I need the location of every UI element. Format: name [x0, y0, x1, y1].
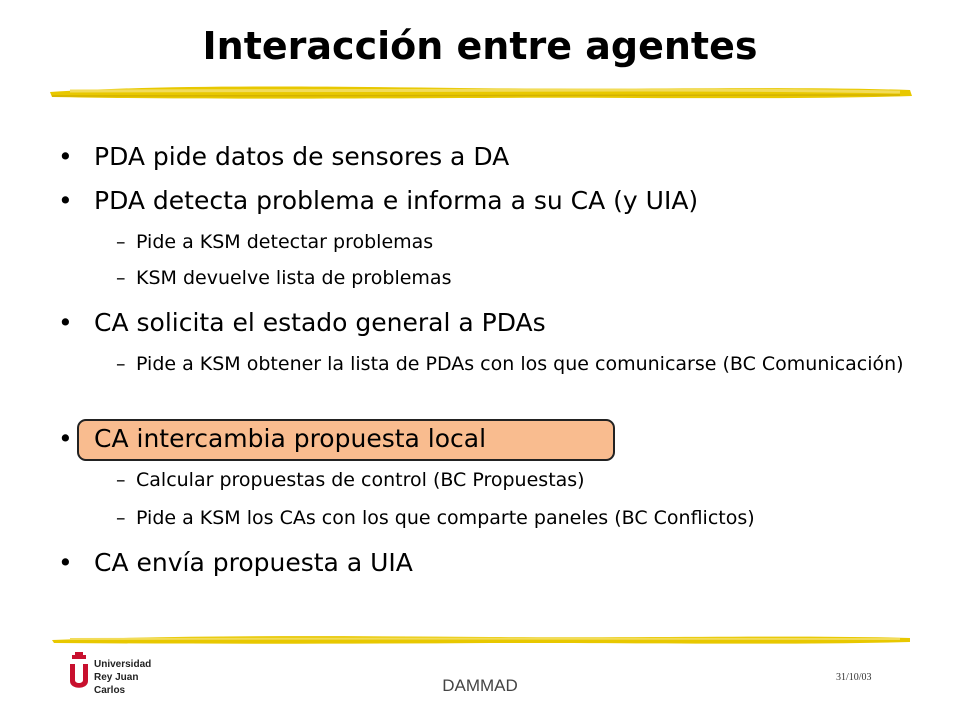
bullet-item — [58, 548, 413, 578]
bullet-text: CA solicita el estado general a PDAs — [94, 308, 546, 337]
dash-marker: – — [116, 469, 126, 491]
logo-line-1: Universidad — [94, 659, 152, 670]
sub-bullet-text: Pide a KSM obtener la lista de PDAs con los que comunicarse (BC Comunicación) — [136, 353, 904, 375]
footer-date: 31/10/03 — [836, 672, 872, 683]
bullet-dot: • — [58, 308, 73, 337]
sub-bullet-text: Pide a KSM los CAs con los que comparte paneles (BC Conflictos) — [136, 507, 755, 529]
slide-title: Interacción entre agentes — [202, 24, 758, 68]
title-underline — [40, 80, 920, 102]
sub-bullet-text: Pide a KSM detectar problemas — [136, 231, 434, 253]
sub-bullet-item — [116, 352, 916, 377]
bullet-text: PDA detecta problema e informa a su CA (y UIA) — [94, 186, 699, 215]
footer-title: DAMMAD — [442, 676, 518, 695]
sub-bullet-text: Calcular propuestas de control (BC Propuestas) — [136, 469, 585, 491]
bullet-item-highlighted — [58, 424, 486, 454]
sub-bullet-item — [116, 230, 916, 255]
bullet-text: CA envía propuesta a UIA — [94, 548, 413, 577]
bullet-text: CA intercambia propuesta local — [94, 424, 487, 453]
bullet-dot: • — [58, 424, 73, 453]
sub-bullet-item — [116, 506, 916, 531]
footer-rule — [40, 628, 920, 648]
dash-marker: – — [116, 353, 126, 375]
dash-marker: – — [116, 267, 126, 289]
sub-bullet-text: KSM devuelve lista de problemas — [136, 267, 452, 289]
dash-marker: – — [116, 507, 126, 529]
bullet-text: PDA pide datos de sensores a DA — [94, 142, 510, 171]
logo-line-2: Rey Juan Carlos — [94, 672, 139, 696]
bullet-item — [58, 308, 546, 338]
sub-bullet-item — [116, 266, 916, 291]
bullet-dot: • — [58, 142, 73, 171]
sub-bullet-item — [116, 468, 916, 493]
bullet-dot: • — [58, 548, 73, 577]
bullet-item — [58, 142, 509, 172]
dash-marker: – — [116, 231, 126, 253]
bullet-item — [58, 186, 698, 216]
bullet-dot: • — [58, 186, 73, 215]
